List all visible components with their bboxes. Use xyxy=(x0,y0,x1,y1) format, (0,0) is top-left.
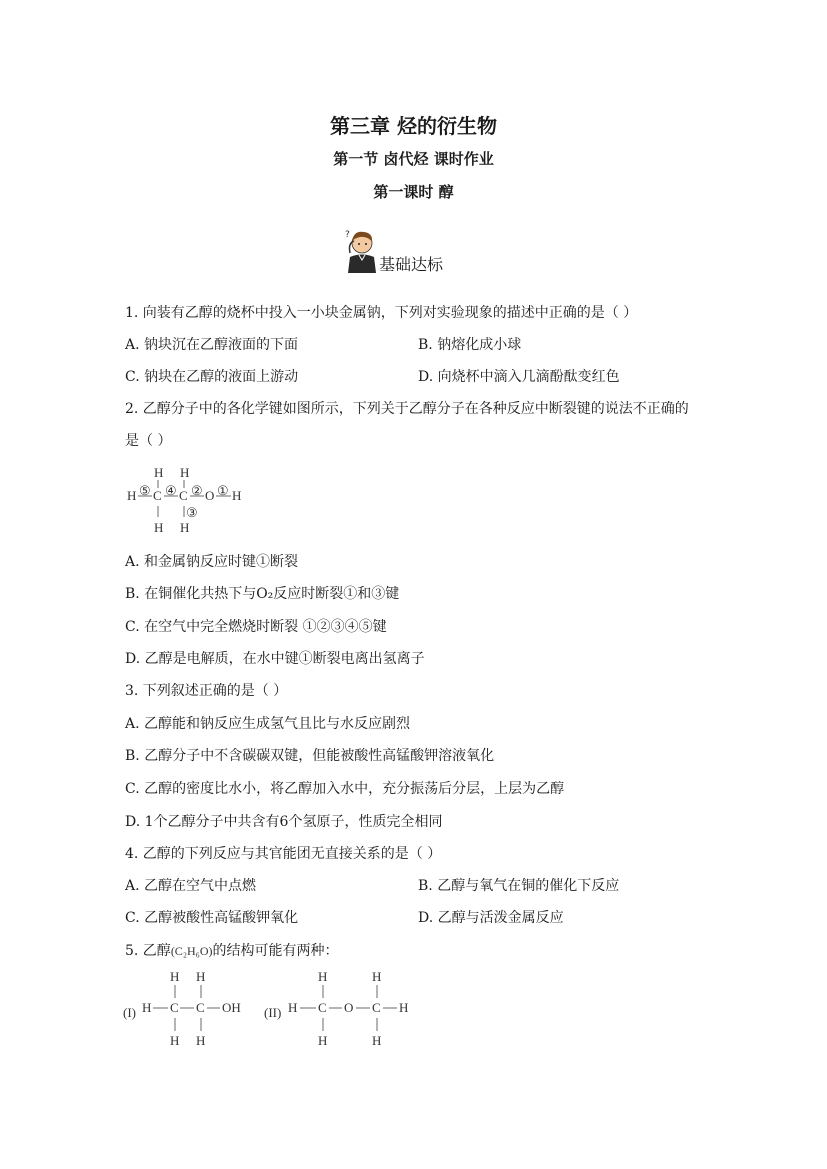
atom-h: H xyxy=(180,465,190,480)
atom-h: H xyxy=(170,969,180,984)
question-3-option-b: B. 乙醇分子中不含碳碳双键，但能被酸性高锰酸钾溶液氧化 xyxy=(125,748,495,764)
chapter-title: 第三章 烃的衍生物 xyxy=(330,114,497,138)
atom-h: H xyxy=(399,1000,409,1015)
question-4-stem: 4. 乙醇的下列反应与其官能团无直接关系的是（ ） xyxy=(125,846,442,862)
atom-o: O xyxy=(205,488,215,503)
question-2-option-a: A. 和金属钠反应时键①断裂 xyxy=(125,554,299,570)
question-3-option-a: A. 乙醇能和钠反应生成氢气且比与水反应剧烈 xyxy=(125,716,411,732)
atom-h: H xyxy=(180,520,190,535)
question-1-option-b: B. 钠熔化成小球 xyxy=(418,337,522,353)
question-4-option-d: D. 乙醇与活泼金属反应 xyxy=(418,910,564,926)
question-2-option-d: D. 乙醇是电解质，在水中键①断裂电离出氢离子 xyxy=(125,651,425,667)
atom-c: C xyxy=(372,1000,381,1015)
question-3-option-c: C. 乙醇的密度比水小，将乙醇加入水中，充分振荡后分层，上层为乙醇 xyxy=(125,781,565,797)
question-3-stem: 3. 下列叙述正确的是（ ） xyxy=(125,683,288,699)
atom-h: H xyxy=(196,1033,206,1048)
structure-label-2: (II) xyxy=(264,1005,282,1020)
atom-h: H xyxy=(288,1000,298,1015)
question-2-option-c: C. 在空气中完全燃烧时断裂 ①②③④⑤键 xyxy=(125,619,387,635)
ethanol-possible-structures xyxy=(120,965,420,1055)
ethanol-bond-diagram xyxy=(125,462,255,537)
atom-h: H xyxy=(154,465,164,480)
question-4-option-b: B. 乙醇与氧气在铜的催化下反应 xyxy=(418,878,620,894)
atom-c: C xyxy=(196,1000,205,1015)
question-4-option-a: A. 乙醇在空气中点燃 xyxy=(125,878,257,894)
atom-h: H xyxy=(318,969,328,984)
atom-c: C xyxy=(179,488,188,503)
student-thinking-icon xyxy=(342,227,380,273)
question-3-option-d: D. 1个乙醇分子中共含有6个氢原子，性质完全相同 xyxy=(125,814,443,830)
question-1-option-a: A. 钠块沉在乙醇液面的下面 xyxy=(125,337,299,353)
atom-h: H xyxy=(372,969,382,984)
section-title: 第一节 卤代烃 课时作业 xyxy=(333,150,494,168)
bond-label-5: ⑤ xyxy=(139,483,151,498)
question-4-option-c: C. 乙醇被酸性高锰酸钾氧化 xyxy=(125,910,299,926)
atom-c: C xyxy=(170,1000,179,1015)
bond-label-4: ④ xyxy=(165,483,177,498)
svg-text:?: ? xyxy=(345,230,350,240)
atom-h: H xyxy=(170,1033,180,1048)
question-1-option-c: C. 钠块在乙醇的液面上游动 xyxy=(125,369,299,385)
atom-oh: OH xyxy=(222,1000,241,1015)
question-1-option-d: D. 向烧杯中滴入几滴酚酞变红色 xyxy=(418,369,620,385)
bond-label-1: ① xyxy=(217,483,229,498)
question-5-stem-prefix: 5. 乙醇 xyxy=(125,943,171,959)
atom-h: H xyxy=(232,488,242,503)
atom-o: O xyxy=(344,1000,354,1015)
structure-label-1: (I) xyxy=(123,1005,136,1020)
question-2-stem-line2: 是（ ） xyxy=(125,433,172,449)
atom-h: H xyxy=(372,1033,382,1048)
atom-c: C xyxy=(318,1000,327,1015)
lesson-title: 第一课时 醇 xyxy=(373,183,454,201)
bond-label-2: ② xyxy=(191,483,203,498)
question-2-option-b: B. 在铜催化共热下与O₂反应时断裂①和③键 xyxy=(125,586,400,602)
banner-label: 基础达标 xyxy=(379,255,444,274)
bond-label-3: ③ xyxy=(186,505,198,520)
atom-h: H xyxy=(318,1033,328,1048)
atom-h: H xyxy=(154,520,164,535)
atom-h: H xyxy=(127,488,137,503)
question-5-formula: (C₂H₆O) xyxy=(170,944,213,958)
question-5-stem-suffix: 的结构可能有两种： xyxy=(212,943,339,959)
atom-c: C xyxy=(153,488,162,503)
question-2-stem-line1: 2. 乙醇分子中的各化学键如图所示，下列关于乙醇分子在各种反应中断裂键的说法不正确的 xyxy=(125,401,689,417)
atom-h: H xyxy=(142,1000,152,1015)
atom-h: H xyxy=(196,969,206,984)
question-5-stem xyxy=(125,941,339,961)
question-1-stem: 1. 向装有乙醇的烧杯中投入一小块金属钠，下列对实验现象的描述中正确的是（ ） xyxy=(125,305,638,321)
